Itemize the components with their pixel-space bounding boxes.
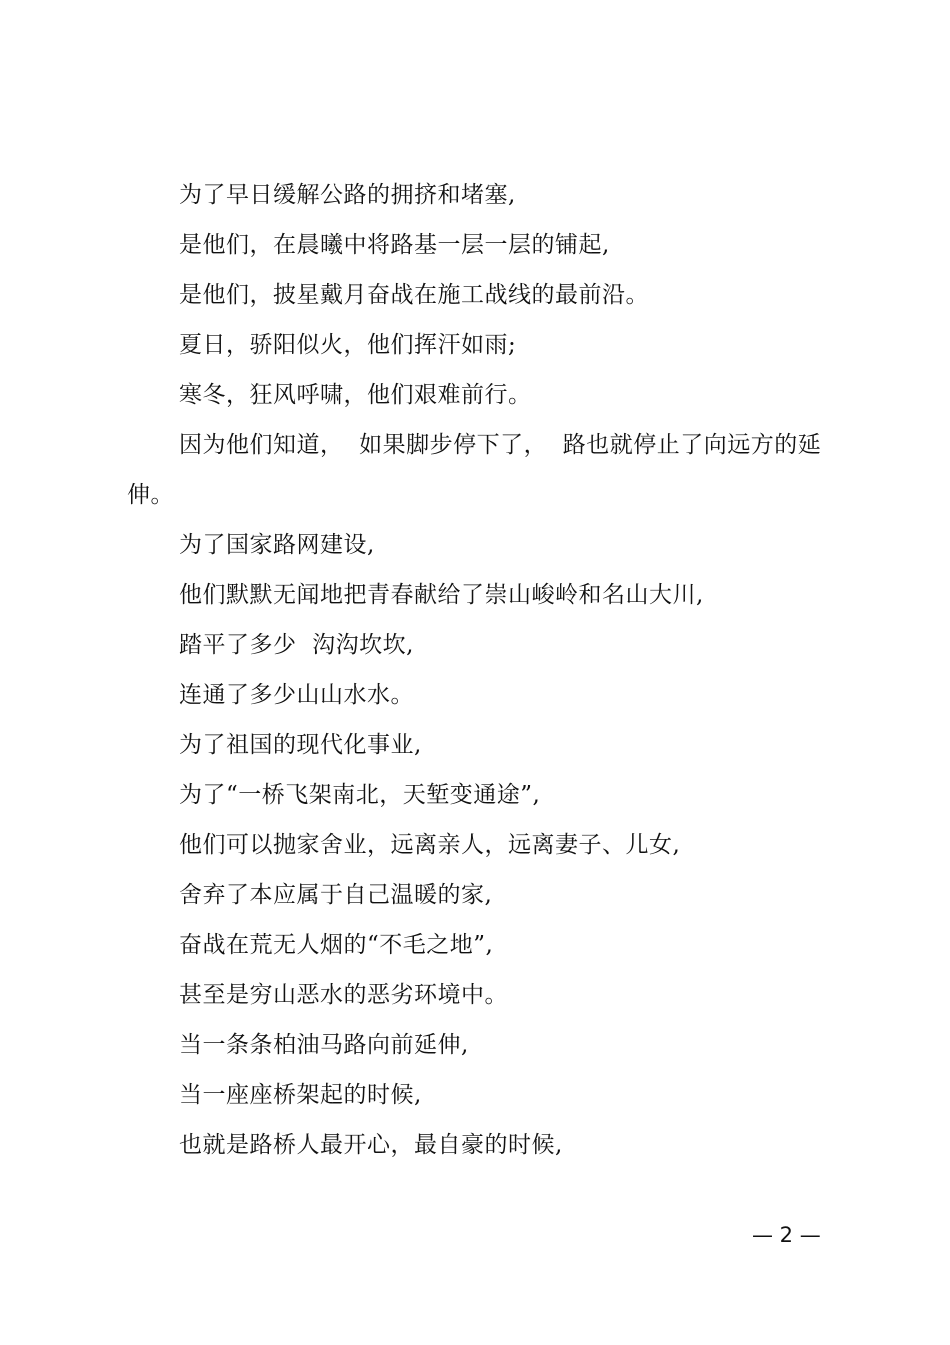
text-line: 夏日，骄阳似火，他们挥汗如雨; xyxy=(179,332,517,358)
text-line: 连通了多少山山水水。 xyxy=(179,682,414,708)
text-line: 踏平了多少 沟沟坎坎, xyxy=(179,632,414,658)
text-line: 为了祖国的现代化事业, xyxy=(179,732,422,758)
text-line: 他们默默无闻地把青春献给了崇山峻岭和名山大川, xyxy=(179,582,704,608)
text-line: 甚至是穷山恶水的恶劣环境中。 xyxy=(179,982,508,1008)
text-line: 也就是路桥人最开心，最自豪的时候, xyxy=(179,1132,563,1158)
page-number: — 2 — xyxy=(752,1223,821,1247)
text-line: 寒冬，狂风呼啸，他们艰难前行。 xyxy=(179,382,532,408)
text-line-continuation: 伸。 xyxy=(127,482,174,508)
body-text xyxy=(127,170,822,1170)
text-line: 舍弃了本应属于自己温暖的家, xyxy=(179,882,493,908)
text-line: 为了国家路网建设, xyxy=(179,532,375,558)
text-line: 因为他们知道， 如果脚步停下了， 路也就停止了向远方的延 xyxy=(179,432,822,458)
text-line: 当一座座桥架起的时候, xyxy=(179,1082,422,1108)
text-line: 为了早日缓解公路的拥挤和堵塞, xyxy=(179,182,516,208)
text-line: 奋战在荒无人烟的“不毛之地”, xyxy=(179,932,494,958)
text-line: 为了“一桥飞架南北，天堑变通途”, xyxy=(179,782,541,808)
text-line: 是他们，披星戴月奋战在施工战线的最前沿。 xyxy=(179,282,649,308)
text-line: 是他们，在晨曦中将路基一层一层的铺起, xyxy=(179,232,610,258)
text-line: 他们可以抛家舍业，远离亲人，远离妻子、儿女, xyxy=(179,832,681,858)
text-line: 当一条条柏油马路向前延伸, xyxy=(179,1032,469,1058)
